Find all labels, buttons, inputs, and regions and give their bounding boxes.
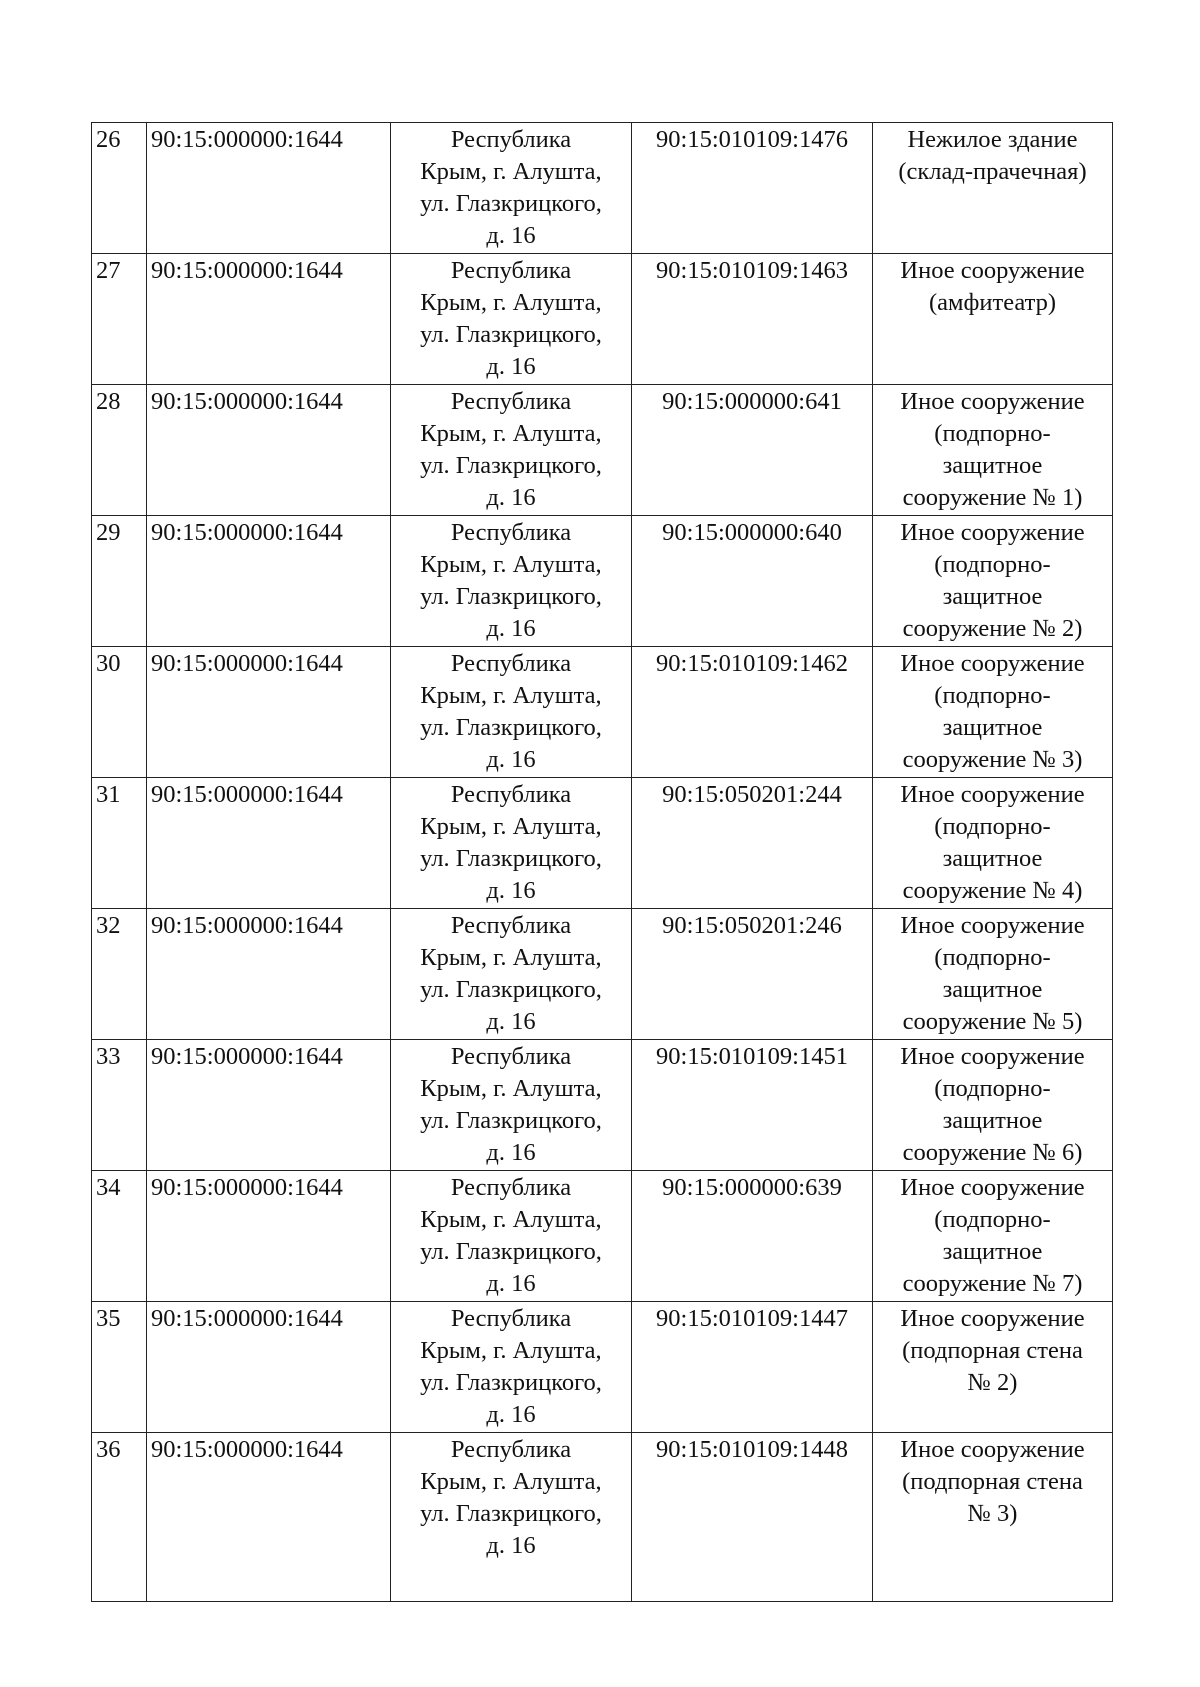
address-line: д. 16 [486, 615, 536, 642]
land-parcel-cell [147, 647, 391, 778]
object-type-cell [873, 1433, 1113, 1602]
object-type-line: (амфитеатр) [928, 289, 1057, 316]
land-parcel-number: 90:15:000000:1644 [151, 1305, 343, 1332]
cadastral-number: 90:15:010109:1451 [656, 1043, 848, 1070]
cadastral-number-cell [632, 1040, 873, 1171]
object-type-line: сооружение № 2) [902, 615, 1083, 642]
object-type-line: (подпорно- [934, 420, 1051, 447]
row-number: 33 [96, 1043, 121, 1070]
address-line: Крым, г. Алушта, [420, 1337, 602, 1364]
object-type-line: (подпорная стена [902, 1468, 1083, 1495]
land-parcel-number: 90:15:000000:1644 [151, 126, 343, 153]
object-type-line: защитное [942, 1238, 1043, 1265]
cadastral-number: 90:15:000000:641 [662, 388, 842, 415]
land-parcel-cell [147, 254, 391, 385]
cadastral-number: 90:15:010109:1448 [656, 1436, 848, 1463]
table-row [92, 1040, 1113, 1171]
address-line: ул. Глазкрицкого, [420, 321, 602, 348]
object-type-line: сооружение № 7) [902, 1270, 1083, 1297]
row-number: 30 [96, 650, 121, 677]
object-type-line: (подпорно- [934, 1206, 1051, 1233]
object-type-line: защитное [942, 1107, 1043, 1134]
address-line: Республика [450, 781, 572, 808]
address-line: д. 16 [486, 222, 536, 249]
cadastral-number-cell [632, 909, 873, 1040]
land-parcel-number: 90:15:000000:1644 [151, 519, 343, 546]
cadastral-number: 90:15:010109:1447 [656, 1305, 848, 1332]
address-line: Республика [450, 519, 572, 546]
land-parcel-cell [147, 516, 391, 647]
cadastral-number: 90:15:050201:244 [662, 781, 842, 808]
property-registry-table [91, 122, 1113, 1602]
object-type-line: (подпорно- [934, 682, 1051, 709]
object-type-line: (подпорная стена [902, 1337, 1083, 1364]
object-type-line: сооружение № 1) [902, 484, 1083, 511]
address-line: д. 16 [486, 877, 536, 904]
object-type-line: Иное сооружение [900, 1174, 1085, 1201]
cadastral-number-cell [632, 778, 873, 909]
address-cell [391, 1040, 632, 1171]
object-type-line: Иное сооружение [900, 1043, 1085, 1070]
object-type-line: Нежилое здание [907, 126, 1078, 153]
cadastral-number: 90:15:050201:246 [662, 912, 842, 939]
land-parcel-number: 90:15:000000:1644 [151, 1174, 343, 1201]
row-number: 32 [96, 912, 121, 939]
land-parcel-cell [147, 385, 391, 516]
address-line: ул. Глазкрицкого, [420, 1500, 602, 1527]
cadastral-number-cell [632, 254, 873, 385]
table-row [92, 909, 1113, 1040]
cadastral-number-cell [632, 1433, 873, 1602]
cadastral-number-cell [632, 385, 873, 516]
address-line: Крым, г. Алушта, [420, 158, 602, 185]
address-line: ул. Глазкрицкого, [420, 714, 602, 741]
address-line: Крым, г. Алушта, [420, 813, 602, 840]
table-row [92, 1171, 1113, 1302]
address-line: Республика [450, 912, 572, 939]
address-line: ул. Глазкрицкого, [420, 1107, 602, 1134]
cadastral-number: 90:15:010109:1476 [656, 126, 848, 153]
object-type-line: Иное сооружение [900, 912, 1085, 939]
object-type-line: защитное [942, 452, 1043, 479]
address-line: Крым, г. Алушта, [420, 289, 602, 316]
land-parcel-number: 90:15:000000:1644 [151, 1043, 343, 1070]
object-type-cell [873, 1302, 1113, 1433]
cadastral-number-cell [632, 123, 873, 254]
cadastral-number-cell [632, 1171, 873, 1302]
row-number-cell [92, 123, 147, 254]
object-type-line: № 2) [967, 1369, 1018, 1396]
address-cell [391, 1433, 632, 1602]
address-line: Республика [450, 1436, 572, 1463]
land-parcel-number: 90:15:000000:1644 [151, 1436, 343, 1463]
address-line: Республика [450, 1043, 572, 1070]
object-type-line: сооружение № 4) [902, 877, 1083, 904]
address-line: Крым, г. Алушта, [420, 944, 602, 971]
address-line: Республика [450, 126, 572, 153]
land-parcel-cell [147, 909, 391, 1040]
address-line: ул. Глазкрицкого, [420, 1369, 602, 1396]
object-type-line: Иное сооружение [900, 781, 1085, 808]
land-parcel-number: 90:15:000000:1644 [151, 912, 343, 939]
row-number-cell [92, 1302, 147, 1433]
address-line: ул. Глазкрицкого, [420, 845, 602, 872]
object-type-line: Иное сооружение [900, 519, 1085, 546]
cadastral-number: 90:15:010109:1462 [656, 650, 848, 677]
object-type-cell [873, 778, 1113, 909]
object-type-line: (подпорно- [934, 944, 1051, 971]
row-number-cell [92, 1040, 147, 1171]
address-cell [391, 778, 632, 909]
table-row [92, 516, 1113, 647]
land-parcel-cell [147, 1040, 391, 1171]
row-number-cell [92, 254, 147, 385]
address-cell [391, 385, 632, 516]
row-number: 26 [96, 126, 121, 153]
object-type-line: сооружение № 5) [902, 1008, 1083, 1035]
address-line: Крым, г. Алушта, [420, 1206, 602, 1233]
row-number: 36 [96, 1436, 121, 1463]
object-type-line: защитное [942, 976, 1043, 1003]
row-number-cell [92, 647, 147, 778]
address-line: Республика [450, 1305, 572, 1332]
land-parcel-cell [147, 778, 391, 909]
row-number: 29 [96, 519, 121, 546]
address-line: ул. Глазкрицкого, [420, 583, 602, 610]
table-row [92, 123, 1113, 254]
land-parcel-number: 90:15:000000:1644 [151, 650, 343, 677]
object-type-line: защитное [942, 845, 1043, 872]
address-cell [391, 647, 632, 778]
land-parcel-number: 90:15:000000:1644 [151, 781, 343, 808]
object-type-line: Иное сооружение [900, 1305, 1085, 1332]
address-line: д. 16 [486, 746, 536, 773]
object-type-line: сооружение № 6) [902, 1139, 1083, 1166]
cadastral-number-cell [632, 647, 873, 778]
land-parcel-number: 90:15:000000:1644 [151, 388, 343, 415]
object-type-cell [873, 123, 1113, 254]
address-line: д. 16 [486, 353, 536, 380]
object-type-line: защитное [942, 583, 1043, 610]
land-parcel-cell [147, 1302, 391, 1433]
address-line: д. 16 [486, 1401, 536, 1428]
address-line: Крым, г. Алушта, [420, 1075, 602, 1102]
address-line: Республика [450, 257, 572, 284]
table-row [92, 647, 1113, 778]
object-type-line: Иное сооружение [900, 650, 1085, 677]
object-type-line: Иное сооружение [900, 1436, 1085, 1463]
object-type-line: (подпорно- [934, 1075, 1051, 1102]
address-line: д. 16 [486, 1270, 536, 1297]
row-number: 35 [96, 1305, 121, 1332]
cadastral-number-cell [632, 1302, 873, 1433]
object-type-line: Иное сооружение [900, 388, 1085, 415]
object-type-cell [873, 1171, 1113, 1302]
row-number-cell [92, 909, 147, 1040]
object-type-line: № 3) [967, 1500, 1018, 1527]
row-number-cell [92, 1433, 147, 1602]
table-row [92, 1302, 1113, 1433]
object-type-cell [873, 385, 1113, 516]
address-line: Республика [450, 650, 572, 677]
address-cell [391, 254, 632, 385]
table-row [92, 1433, 1113, 1602]
address-line: Крым, г. Алушта, [420, 682, 602, 709]
table-row [92, 778, 1113, 909]
row-number-cell [92, 516, 147, 647]
address-cell [391, 516, 632, 647]
cadastral-number: 90:15:010109:1463 [656, 257, 848, 284]
address-cell [391, 1171, 632, 1302]
object-type-cell [873, 647, 1113, 778]
address-line: ул. Глазкрицкого, [420, 452, 602, 479]
object-type-line: (склад-прачечная) [898, 158, 1087, 185]
row-number: 31 [96, 781, 121, 808]
object-type-line: Иное сооружение [900, 257, 1085, 284]
object-type-line: сооружение № 3) [902, 746, 1083, 773]
address-line: Крым, г. Алушта, [420, 1468, 602, 1495]
table-row [92, 385, 1113, 516]
land-parcel-cell [147, 1433, 391, 1602]
object-type-cell [873, 909, 1113, 1040]
row-number: 27 [96, 257, 121, 284]
address-line: Республика [450, 388, 572, 415]
object-type-line: (подпорно- [934, 551, 1051, 578]
row-number-cell [92, 778, 147, 909]
object-type-cell [873, 254, 1113, 385]
address-line: ул. Глазкрицкого, [420, 1238, 602, 1265]
cadastral-number: 90:15:000000:640 [662, 519, 842, 546]
object-type-line: защитное [942, 714, 1043, 741]
address-line: д. 16 [486, 1008, 536, 1035]
cadastral-number: 90:15:000000:639 [662, 1174, 842, 1201]
row-number-cell [92, 1171, 147, 1302]
cadastral-number-cell [632, 516, 873, 647]
address-line: д. 16 [486, 484, 536, 511]
row-number: 34 [96, 1174, 121, 1201]
address-cell [391, 909, 632, 1040]
row-number: 28 [96, 388, 121, 415]
object-type-line: (подпорно- [934, 813, 1051, 840]
address-line: Крым, г. Алушта, [420, 420, 602, 447]
address-line: д. 16 [486, 1532, 536, 1559]
row-number-cell [92, 385, 147, 516]
address-line: Крым, г. Алушта, [420, 551, 602, 578]
address-line: д. 16 [486, 1139, 536, 1166]
address-line: ул. Глазкрицкого, [420, 190, 602, 217]
land-parcel-cell [147, 1171, 391, 1302]
land-parcel-cell [147, 123, 391, 254]
object-type-cell [873, 516, 1113, 647]
address-cell [391, 1302, 632, 1433]
object-type-cell [873, 1040, 1113, 1171]
address-cell [391, 123, 632, 254]
address-line: ул. Глазкрицкого, [420, 976, 602, 1003]
table-row [92, 254, 1113, 385]
table-body [92, 123, 1113, 1602]
land-parcel-number: 90:15:000000:1644 [151, 257, 343, 284]
address-line: Республика [450, 1174, 572, 1201]
